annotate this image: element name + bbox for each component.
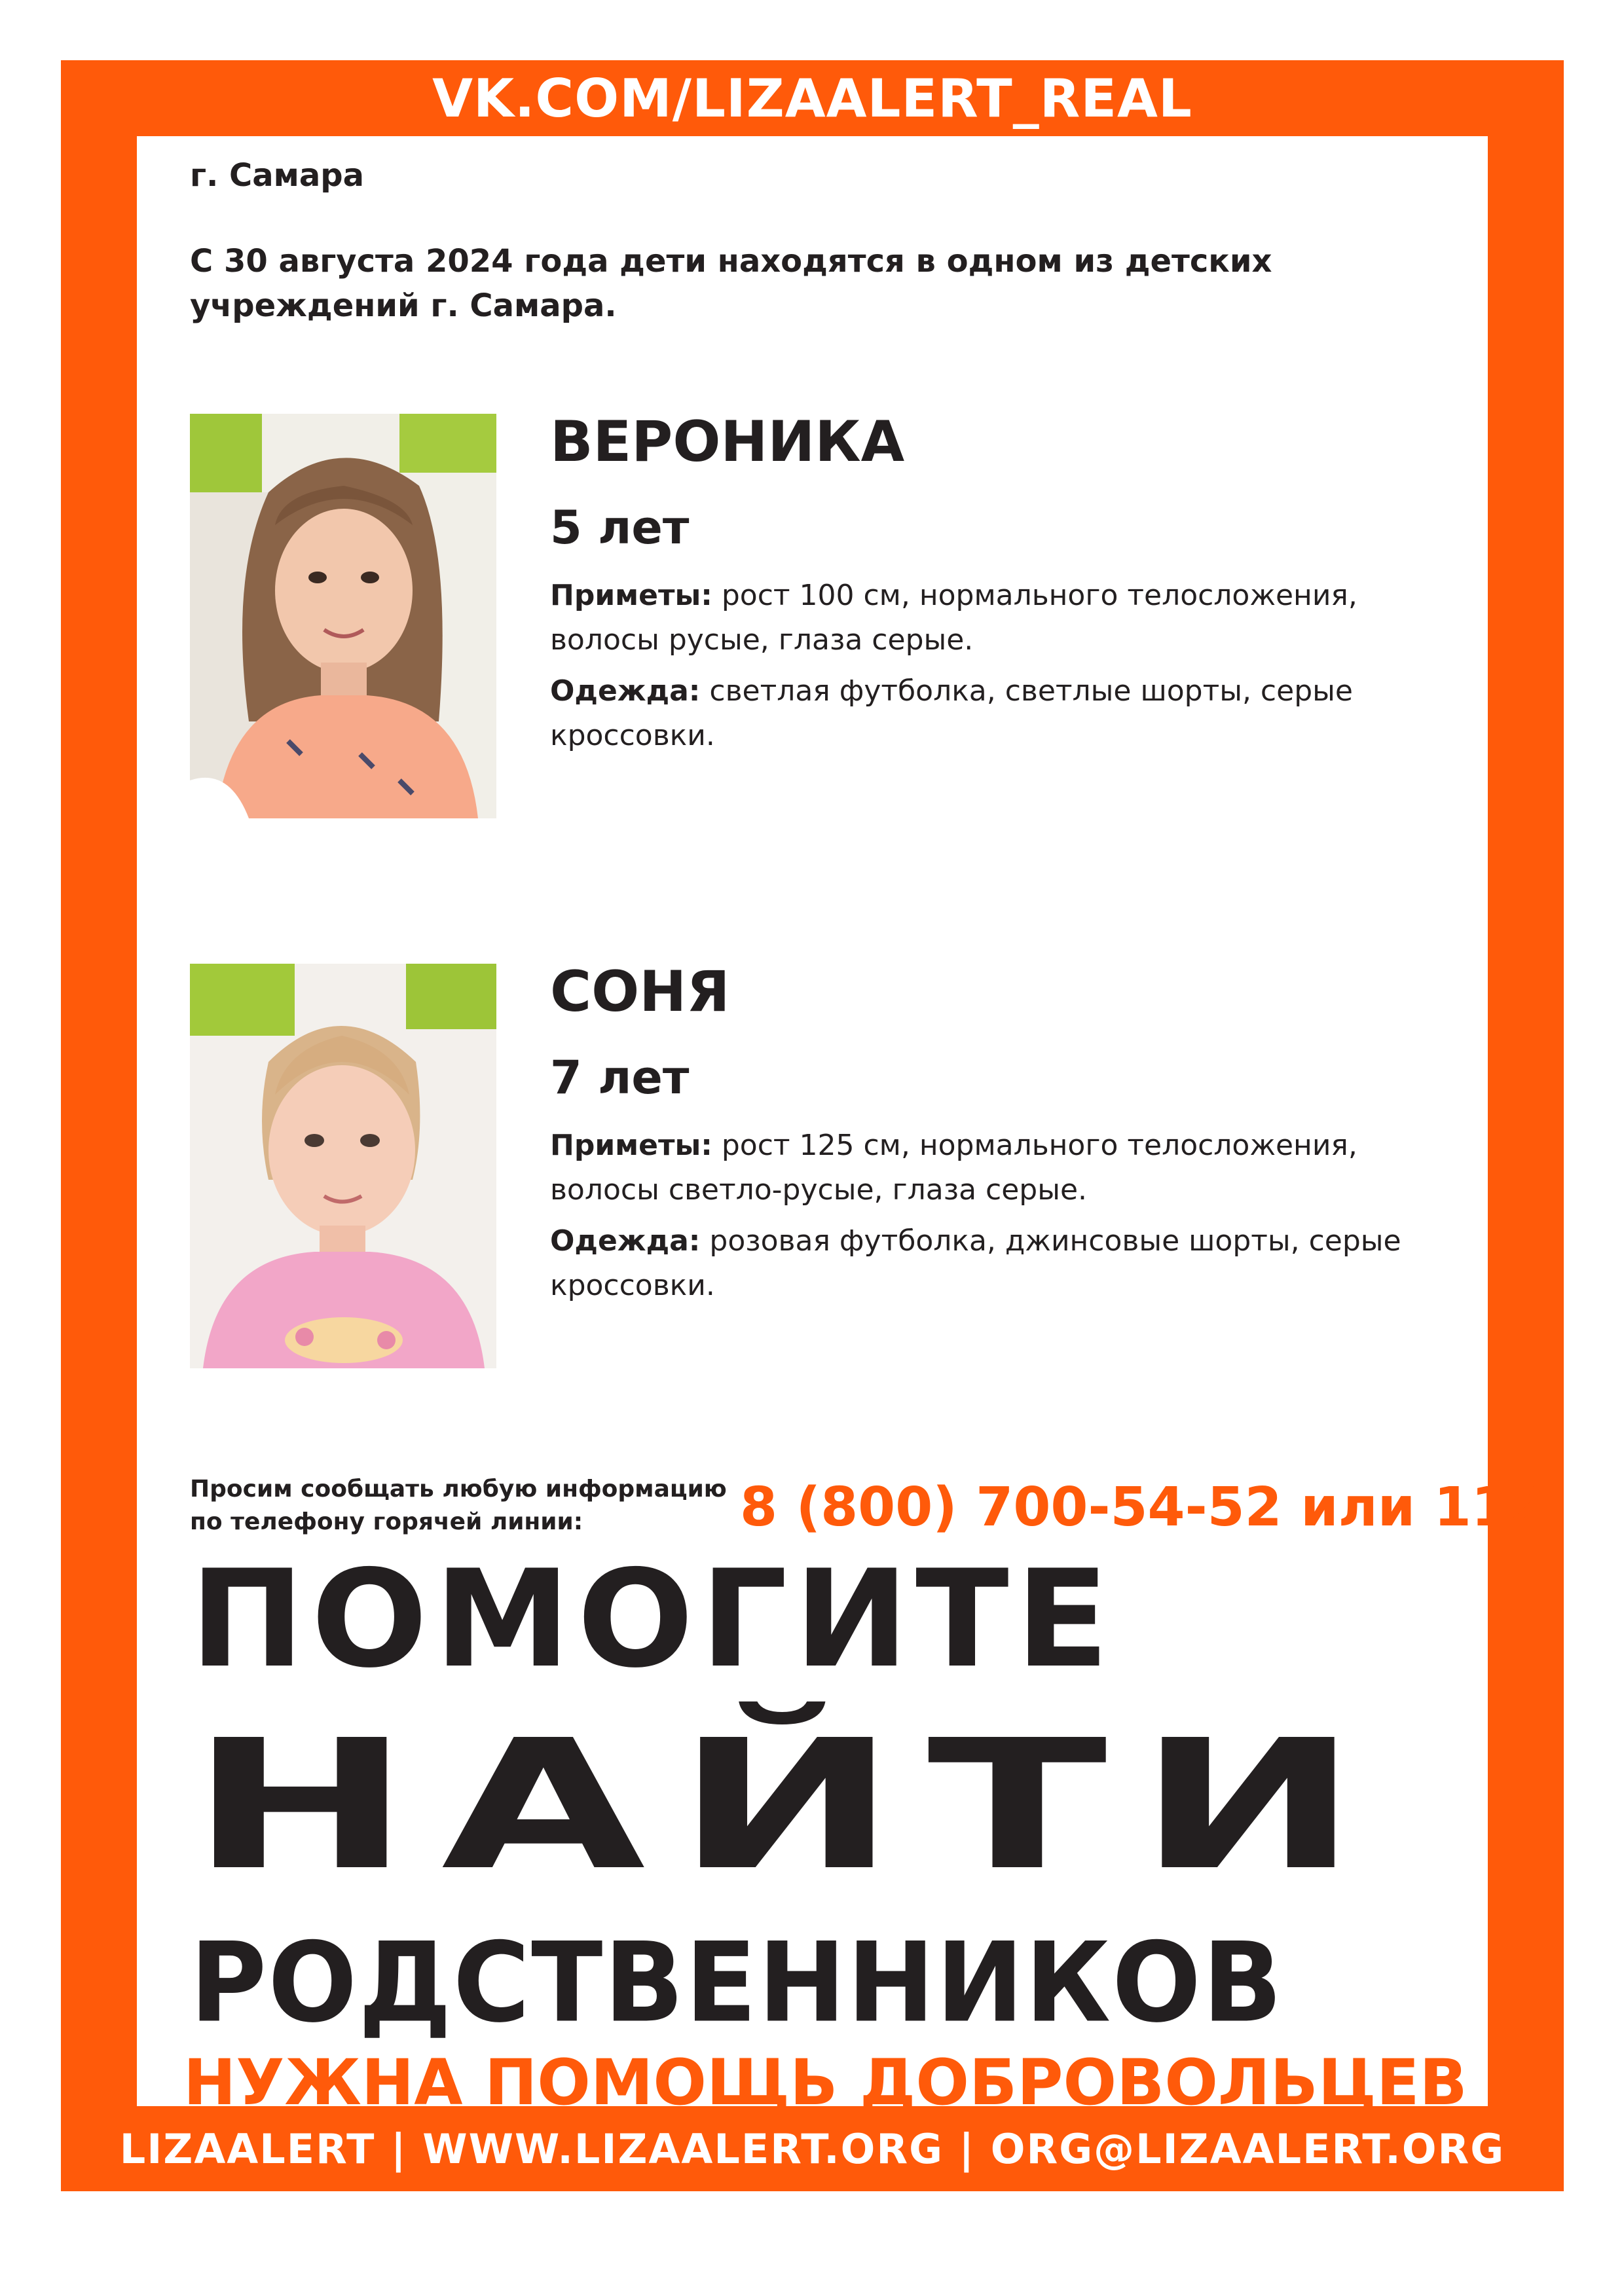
child-card-sonya — [550, 956, 1467, 1308]
footer-links[interactable]: LIZAALERT | WWW.LIZAALERT.ORG | ORG@LIZAALERT.ORG — [119, 2124, 1505, 2173]
signs-label: Приметы: — [550, 1129, 712, 1162]
hotline-phone[interactable]: 8 (800) 700-54-52 или 112 — [740, 1476, 1546, 1539]
headline-line-2: НАЙТИ — [190, 1702, 1390, 1910]
child-signs — [550, 574, 1467, 663]
child-age: 5 лет — [550, 501, 690, 555]
clothes-text: розовая футболка, джинсовые шорты, серые кроссовки. — [550, 1224, 1401, 1302]
child-signs — [550, 1123, 1467, 1212]
child-clothes — [550, 1219, 1467, 1308]
headline-line-3: РОДСТВЕННИКОВ — [190, 1918, 1284, 2047]
city-label: г. Самара — [190, 157, 365, 194]
child-photo-sonya — [190, 964, 496, 1368]
child-age: 7 лет — [550, 1051, 690, 1104]
signs-label: Приметы: — [550, 579, 712, 612]
signs-text: рост 100 см, нормального телосложения, волосы русые, глаза серые. — [550, 579, 1357, 657]
signs-text: рост 125 см, нормального телосложения, волосы светло-русые, глаза серые. — [550, 1129, 1357, 1207]
headline-line-1: ПОМОГИТЕ — [190, 1542, 1116, 1698]
child-name: ВЕРОНИКА — [550, 409, 905, 475]
clothes-label: Одежда: — [550, 674, 701, 708]
clothes-text: светлая футболка, светлые шорты, серые кроссовки. — [550, 674, 1353, 752]
clothes-label: Одежда: — [550, 1224, 701, 1258]
child-clothes — [550, 669, 1467, 758]
volunteers-needed: НУЖНА ПОМОЩЬ ДОБРОВОЛЬЦЕВ — [183, 2046, 1467, 2119]
hotline-request-text: Просим сообщать любую информацию по телефону горячей линии: — [190, 1476, 727, 1535]
child-name: СОНЯ — [550, 959, 730, 1025]
header-url[interactable]: VK.COM/LIZAALERT_REAL — [432, 67, 1192, 129]
child-card-veronika — [550, 406, 1467, 758]
intro-text: С 30 августа 2024 года дети находятся в одном из детских учреждений г. Самара. — [190, 243, 1272, 324]
child-photo-veronika — [190, 414, 496, 818]
